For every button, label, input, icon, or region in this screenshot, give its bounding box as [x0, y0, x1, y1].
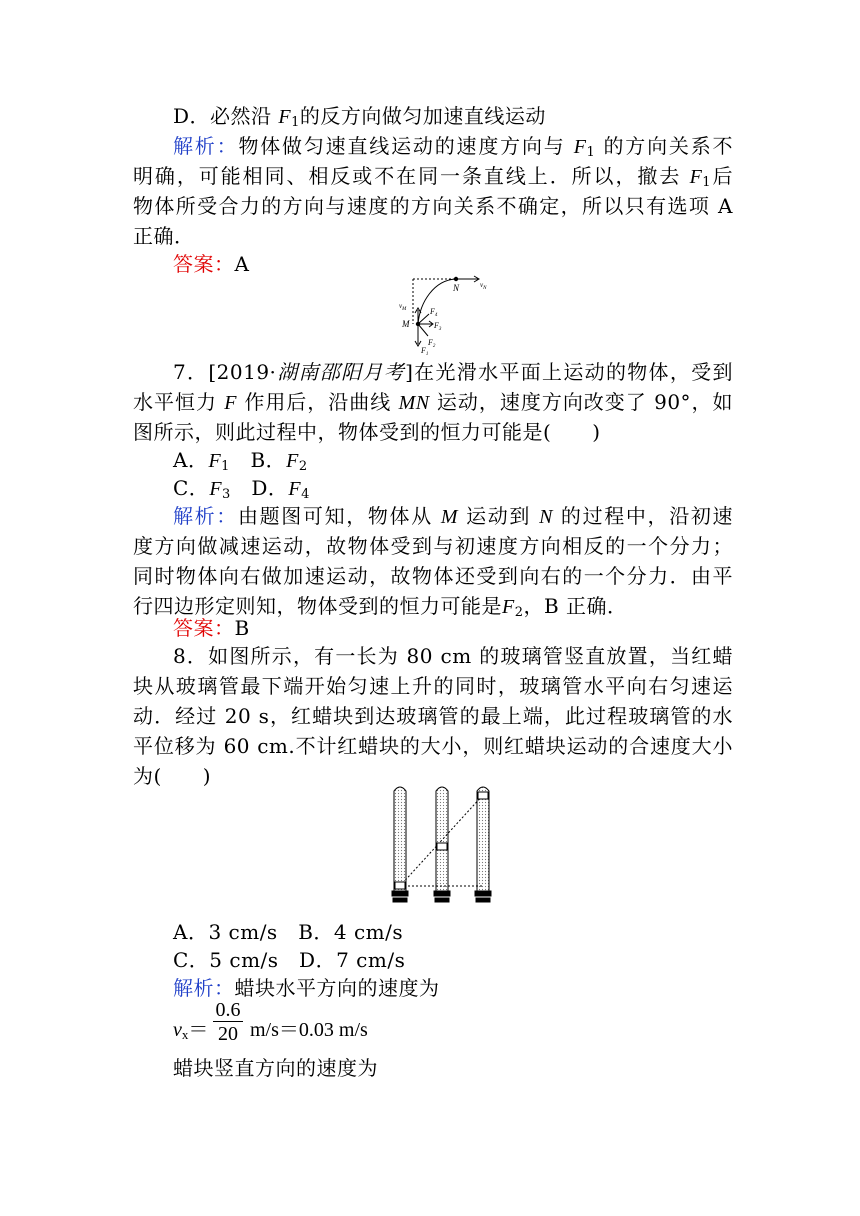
label-f3: $F_3$: [434, 321, 442, 332]
analysis-label: 解析：: [173, 976, 235, 1000]
tube-3-base: [475, 891, 491, 896]
f2-arrow: [418, 324, 428, 336]
formula-result: m/s＝0.03 m/s: [250, 1019, 368, 1041]
q7-options-cd: C．$F_3$ D．$F_4$: [173, 476, 310, 502]
label-vm: $v_M$: [399, 302, 407, 312]
formula-denominator: 20: [218, 1023, 238, 1045]
q8-line-1: 8．如图所示，有一长为 80 cm 的玻璃管竖直放置，当红蜡: [173, 644, 733, 668]
q8-line-2: 块从玻璃管最下端开始匀速上升的同时，玻璃管水平向右匀速运: [133, 674, 733, 698]
formula-vx-lhs: $v_x=$: [173, 1019, 209, 1042]
q8-analysis-line-3: 蜡块竖直方向的速度为: [173, 1056, 378, 1080]
q8-options-cd: C．5 cm/s D．7 cm/s: [173, 948, 406, 972]
analysis-label: 解析：: [173, 504, 238, 528]
q7-options-ab: A．$F_1$ B．$F_2$: [173, 448, 308, 474]
q7-line-3: 图所示，则此过程中，物体受到的恒力可能是( ): [133, 420, 601, 444]
tube-3: [477, 787, 489, 891]
q8-line-4: 平位移为 60 cm.不计红蜡块的大小，则红蜡块运动的合速度大小: [133, 734, 733, 758]
label-vn: $v_N$: [480, 281, 487, 291]
label-n: N: [453, 283, 460, 293]
answer-label: 答案：: [173, 252, 235, 276]
q7-line-1: 7．[2019·湖南邵阳月考]在光滑水平面上运动的物体，受到: [173, 360, 733, 384]
tube-1-base: [392, 891, 408, 896]
label-m: M: [402, 319, 410, 329]
q8-options-ab: A．3 cm/s B．4 cm/s: [173, 920, 404, 944]
q7-analysis-line-4: 行四边形定则知，物体受到的恒力可能是$F_2$，B 正确．: [133, 594, 628, 620]
point-n: [454, 277, 458, 281]
q6-analysis-line-3: 物体所受合力的方向与速度的方向关系不确定，所以只有选项 A: [133, 194, 733, 218]
tube-2: [436, 787, 448, 891]
formula-fraction: [213, 999, 243, 1046]
curve-force-diagram: [396, 272, 496, 356]
formula-numerator: 0.6: [215, 999, 241, 1021]
q7-analysis-line-1: 解析：由题图可知，物体从 M 运动到 N 的过程中，沿初速: [173, 504, 734, 528]
tube-1: [394, 787, 406, 891]
q7-analysis-line-3: 同时物体向右做加速运动，故物体还受到向右的一个分力．由平: [133, 564, 733, 588]
q7-analysis-line-2: 度方向做减速运动，故物体受到与初速度方向相反的一个分力；: [133, 534, 733, 558]
analysis-label: 解析：: [173, 134, 239, 158]
label-f4: $F_4$: [430, 307, 438, 318]
tube-2-base: [434, 891, 450, 896]
wax-block-bottom: [395, 882, 405, 889]
q8-line-5: 为( ): [133, 764, 212, 788]
glass-tube-diagram: [388, 783, 500, 913]
q6-answer: 答案：A: [173, 252, 250, 276]
wax-block-top: [478, 792, 488, 799]
answer-label: 答案：: [173, 616, 235, 640]
q6-analysis-line-1: 解析：物体做匀速直线运动的速度方向与 $F_1$ 的方向关系不: [173, 134, 734, 160]
q7-answer: 答案：B: [173, 616, 250, 640]
q7-line-2: 水平恒力 F 作用后，沿曲线 MN 运动，速度方向改变了 90°，如: [133, 390, 734, 414]
q6-analysis-line-4: 正确．: [133, 224, 195, 248]
q8-line-3: 动．经过 20 s，红蜡块到达玻璃管的最上端，此过程玻璃管的水: [133, 704, 733, 728]
label-f1: $F_1$: [421, 346, 429, 356]
q6-option-d: D．必然沿 $F_1$的反方向做匀加速直线运动: [173, 104, 546, 130]
q6-analysis-line-2: 明确，可能相同、相反或不在同一条直线上．所以，撤去 $F_1$后: [133, 164, 734, 190]
q8-analysis-line-1: 解析：蜡块水平方向的速度为: [173, 976, 440, 1000]
label-f2: $F_2$: [428, 338, 436, 349]
point-m: [416, 322, 420, 326]
wax-block-middle: [437, 843, 447, 850]
